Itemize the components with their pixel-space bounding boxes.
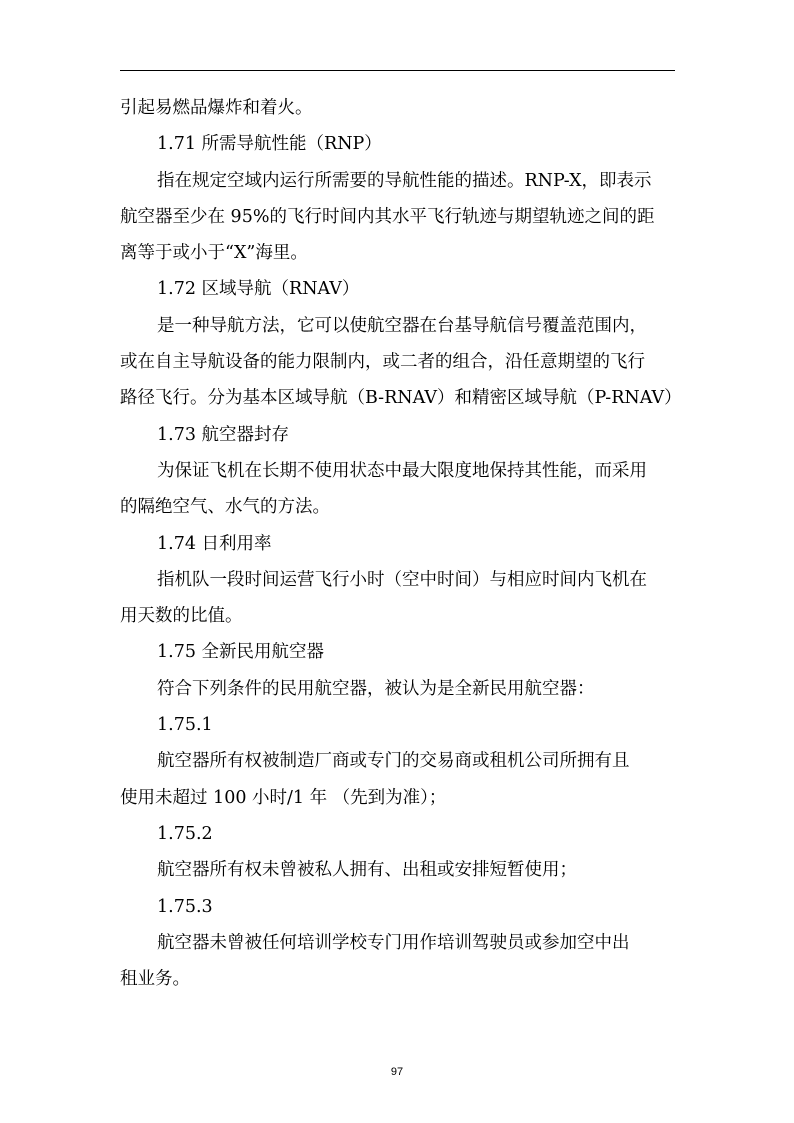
text-line: 航空器未曾被任何培训学校专门用作培训驾驶员或参加空中出 — [157, 932, 630, 953]
text-line: 航空器所有权被制造厂商或专门的交易商或租机公司所拥有且 — [157, 751, 630, 772]
page-body — [120, 90, 682, 997]
text-line: 是一种导航方法，它可以使航空器在台基导航信号覆盖范围内， — [157, 315, 647, 336]
subsection-number-1-75-3: 1.75.3 — [157, 896, 213, 917]
text-line: 航空器所有权未曾被私人拥有、出租或安排短暂使用； — [157, 860, 577, 881]
text-line: 为保证飞机在长期不使用状态中最大限度地保持其性能，而采用 — [157, 460, 647, 481]
header-rule — [120, 70, 675, 71]
section-heading-1-74: 1.74 日利用率 — [157, 533, 272, 554]
text-line: 指在规定空域内运行所需要的导航性能的描述。RNP-X，即表示 — [157, 170, 652, 191]
text-line: 路径飞行。分为基本区域导航（B-RNAV）和精密区域导航（P-RNAV） — [120, 388, 682, 409]
text-line: 用天数的比值。 — [120, 606, 243, 627]
section-heading-1-75: 1.75 全新民用航空器 — [157, 642, 325, 663]
text-line: 的隔绝空气、水气的方法。 — [120, 497, 330, 518]
text-line: 符合下列条件的民用航空器，被认为是全新民用航空器： — [157, 678, 595, 699]
subsection-number-1-75-2: 1.75.2 — [157, 823, 213, 844]
text-line: 指机队一段时间运营飞行小时（空中时间）与相应时间内飞机在 — [157, 569, 647, 590]
text-line: 使用未超过 100 小时/1 年 （先到为准）； — [120, 787, 447, 808]
text-line: 引起易燃品爆炸和着火。 — [120, 98, 313, 118]
section-heading-1-71: 1.71 所需导航性能（RNP） — [157, 134, 382, 155]
page-number: 97 — [390, 1066, 404, 1078]
text-line: 或在自主导航设备的能力限制内，或二者的组合，沿任意期望的飞行 — [120, 352, 645, 373]
text-line: 租业务。 — [120, 969, 190, 990]
text-line: 离等于或小于“X”海里。 — [120, 243, 308, 264]
subsection-number-1-75-1: 1.75.1 — [157, 715, 213, 736]
section-heading-1-72: 1.72 区域导航（RNAV） — [157, 279, 360, 300]
text-line: 航空器至少在 95%的飞行时间内其水平飞行轨迹与期望轨迹之间的距 — [120, 206, 655, 227]
section-heading-1-73: 1.73 航空器封存 — [157, 424, 290, 445]
